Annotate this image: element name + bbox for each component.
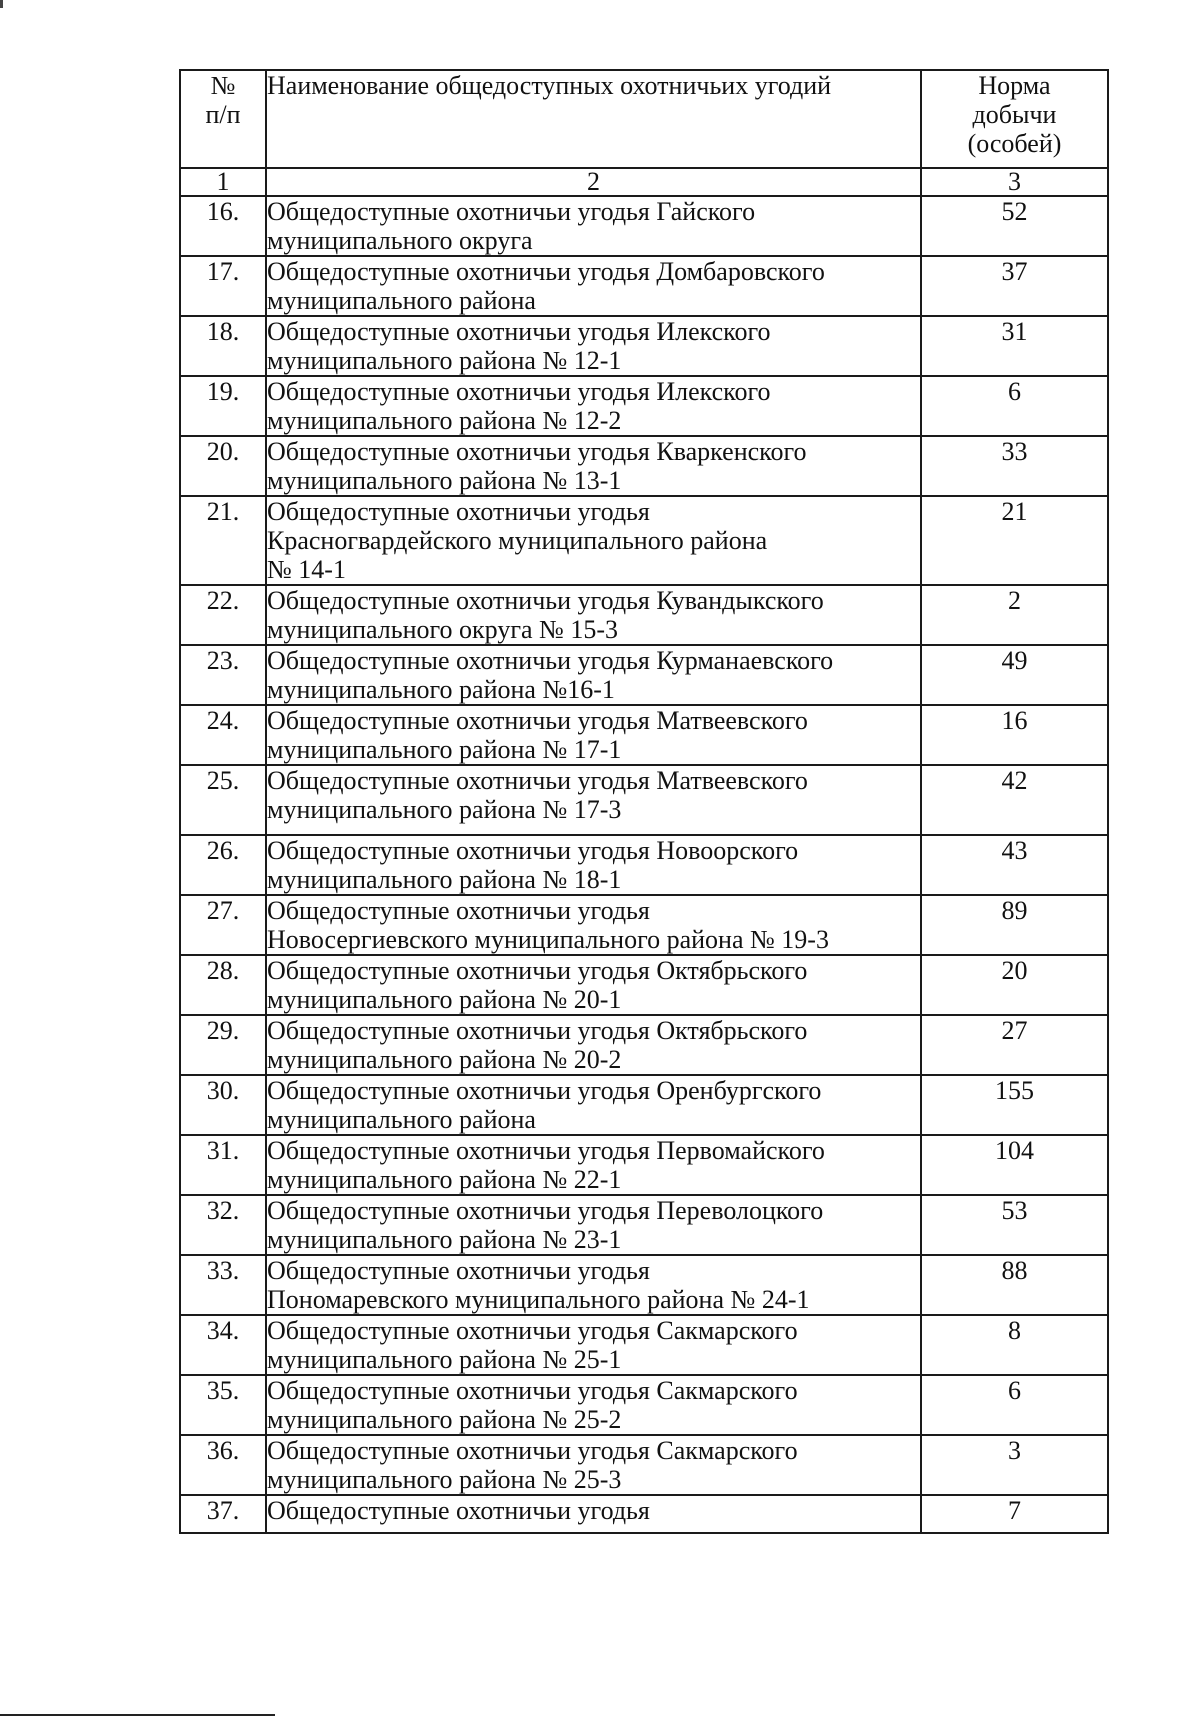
table-row xyxy=(180,835,1108,895)
bottom-rule xyxy=(0,1714,275,1716)
row-hunting-ground-name xyxy=(266,376,921,436)
row-hunting-ground-name xyxy=(266,835,921,895)
column-index-2: 2 xyxy=(266,168,921,196)
row-hunting-ground-name xyxy=(266,895,921,955)
row-name-line: Общедоступные охотничьи угодья Новоорского xyxy=(267,836,799,865)
row-name-line: Общедоступные охотничьи угодья Переволоцкого xyxy=(267,1196,824,1225)
table-row xyxy=(180,585,1108,645)
table-row xyxy=(180,1195,1108,1255)
row-name-line: муниципального района № 13-1 xyxy=(267,466,622,495)
row-number: 17. xyxy=(180,256,266,316)
table-row xyxy=(180,895,1108,955)
row-quota-value: 6 xyxy=(921,1375,1108,1435)
row-quota-value: 33 xyxy=(921,436,1108,496)
row-number: 24. xyxy=(180,705,266,765)
row-name-line: Красногвардейского муниципального района xyxy=(267,526,768,555)
row-name-line: Общедоступные охотничьи угодья xyxy=(267,497,650,526)
table-row xyxy=(180,196,1108,256)
row-number: 20. xyxy=(180,436,266,496)
row-hunting-ground-name xyxy=(266,196,921,256)
row-quota-value: 37 xyxy=(921,256,1108,316)
row-number: 22. xyxy=(180,585,266,645)
row-number: 37. xyxy=(180,1495,266,1533)
table-header-row xyxy=(180,70,1108,168)
row-hunting-ground-name xyxy=(266,585,921,645)
column-index-row xyxy=(180,168,1108,196)
row-quota-value: 43 xyxy=(921,835,1108,895)
row-number: 36. xyxy=(180,1435,266,1495)
row-hunting-ground-name xyxy=(266,256,921,316)
row-name-line: муниципального района № 17-1 xyxy=(267,735,622,764)
row-name-line: Общедоступные охотничьи угодья Гайского xyxy=(267,197,756,226)
row-number: 28. xyxy=(180,955,266,1015)
row-quota-value: 155 xyxy=(921,1075,1108,1135)
row-name-line: Общедоступные охотничьи угодья Кувандыкского xyxy=(267,586,824,615)
table-row xyxy=(180,1015,1108,1075)
row-hunting-ground-name xyxy=(266,1135,921,1195)
row-hunting-ground-name xyxy=(266,1075,921,1135)
row-name-line: Общедоступные охотничьи угодья Домбаровского xyxy=(267,257,825,286)
row-quota-value: 16 xyxy=(921,705,1108,765)
hunting-quota-table xyxy=(179,69,1109,1534)
row-name-line: Общедоступные охотничьи угодья Сакмарского xyxy=(267,1436,798,1465)
table-row xyxy=(180,955,1108,1015)
row-number: 33. xyxy=(180,1255,266,1315)
column-index-3: 3 xyxy=(921,168,1108,196)
row-name-line: муниципального района xyxy=(267,286,536,315)
row-name-line: Общедоступные охотничьи угодья xyxy=(267,1256,650,1285)
row-quota-value: 52 xyxy=(921,196,1108,256)
row-name-line: муниципального района № 17-3 xyxy=(267,795,622,824)
table-row xyxy=(180,256,1108,316)
row-quota-value: 3 xyxy=(921,1435,1108,1495)
header-norm: Норма добычи (особей) xyxy=(921,70,1108,168)
row-number: 26. xyxy=(180,835,266,895)
row-name-line: Общедоступные охотничьи угодья Илекского xyxy=(267,317,771,346)
table-row xyxy=(180,1375,1108,1435)
row-quota-value: 6 xyxy=(921,376,1108,436)
row-number: 23. xyxy=(180,645,266,705)
table-row xyxy=(180,1075,1108,1135)
table-row xyxy=(180,645,1108,705)
row-name-line: муниципального района № 25-2 xyxy=(267,1405,622,1434)
row-hunting-ground-name xyxy=(266,1315,921,1375)
row-hunting-ground-name xyxy=(266,436,921,496)
table-row xyxy=(180,705,1108,765)
row-name-line: Общедоступные охотничьи угодья Первомайского xyxy=(267,1136,825,1165)
table-row xyxy=(180,1255,1108,1315)
row-name-line: муниципального района № 22-1 xyxy=(267,1165,622,1194)
row-name-line: муниципального района № 20-1 xyxy=(267,985,622,1014)
row-name-line: Общедоступные охотничьи угодья Курманаевского xyxy=(267,646,834,675)
row-hunting-ground-name xyxy=(266,705,921,765)
row-name-line: № 14-1 xyxy=(267,555,346,584)
row-name-line: Общедоступные охотничьи угодья Матвеевского xyxy=(267,766,808,795)
table-row xyxy=(180,1135,1108,1195)
row-number: 35. xyxy=(180,1375,266,1435)
row-quota-value: 27 xyxy=(921,1015,1108,1075)
row-name-line: Общедоступные охотничьи угодья Матвеевского xyxy=(267,706,808,735)
row-name-line: муниципального района № 23-1 xyxy=(267,1225,622,1254)
row-hunting-ground-name xyxy=(266,955,921,1015)
row-quota-value: 8 xyxy=(921,1315,1108,1375)
row-hunting-ground-name xyxy=(266,1375,921,1435)
row-name-line: муниципального округа xyxy=(267,226,533,255)
table-row xyxy=(180,1495,1108,1533)
row-name-line: муниципального округа № 15-3 xyxy=(267,615,619,644)
row-hunting-ground-name xyxy=(266,1495,921,1533)
row-hunting-ground-name xyxy=(266,316,921,376)
table-row xyxy=(180,1435,1108,1495)
row-quota-value: 88 xyxy=(921,1255,1108,1315)
row-number: 19. xyxy=(180,376,266,436)
row-number: 21. xyxy=(180,496,266,585)
row-quota-value: 42 xyxy=(921,765,1108,835)
row-quota-value: 21 xyxy=(921,496,1108,585)
row-hunting-ground-name xyxy=(266,645,921,705)
column-index-1: 1 xyxy=(180,168,266,196)
row-name-line: Общедоступные охотничьи угодья xyxy=(267,896,650,925)
header-number: № п/п xyxy=(180,70,266,168)
row-name-line: Общедоступные охотничьи угодья Сакмарского xyxy=(267,1376,798,1405)
row-name-line: Новосергиевского муниципального района № 19-3 xyxy=(267,925,829,954)
row-name-line: Общедоступные охотничьи угодья Илекского xyxy=(267,377,771,406)
header-name: Наименование общедоступных охотничьих угодий xyxy=(266,70,921,168)
row-quota-value: 2 xyxy=(921,585,1108,645)
row-quota-value: 49 xyxy=(921,645,1108,705)
row-number: 27. xyxy=(180,895,266,955)
row-name-line: Общедоступные охотничьи угодья Октябрьского xyxy=(267,1016,808,1045)
row-name-line: муниципального района № 25-3 xyxy=(267,1465,622,1494)
row-hunting-ground-name xyxy=(266,1435,921,1495)
row-name-line: Общедоступные охотничьи угодья Октябрьского xyxy=(267,956,808,985)
row-number: 34. xyxy=(180,1315,266,1375)
row-name-line: муниципального района № 25-1 xyxy=(267,1345,622,1374)
row-quota-value: 20 xyxy=(921,955,1108,1015)
row-hunting-ground-name xyxy=(266,765,921,835)
row-hunting-ground-name xyxy=(266,1255,921,1315)
row-name-line: Общедоступные охотничьи угодья xyxy=(267,1496,650,1525)
row-hunting-ground-name xyxy=(266,1015,921,1075)
row-name-line: Общедоступные охотничьи угодья Кваркенского xyxy=(267,437,807,466)
table-row xyxy=(180,496,1108,585)
row-hunting-ground-name xyxy=(266,496,921,585)
row-hunting-ground-name xyxy=(266,1195,921,1255)
row-quota-value: 89 xyxy=(921,895,1108,955)
row-name-line: муниципального района № 12-2 xyxy=(267,406,622,435)
row-number: 16. xyxy=(180,196,266,256)
row-number: 18. xyxy=(180,316,266,376)
row-number: 31. xyxy=(180,1135,266,1195)
table-body xyxy=(180,196,1108,1533)
row-quota-value: 7 xyxy=(921,1495,1108,1533)
row-number: 29. xyxy=(180,1015,266,1075)
table-row xyxy=(180,436,1108,496)
row-name-line: Общедоступные охотничьи угодья Сакмарского xyxy=(267,1316,798,1345)
row-name-line: муниципального района №16-1 xyxy=(267,675,615,704)
row-name-line: муниципального района № 18-1 xyxy=(267,865,622,894)
row-quota-value: 104 xyxy=(921,1135,1108,1195)
row-name-line: Пономаревского муниципального района № 24-1 xyxy=(267,1285,810,1314)
row-name-line: Общедоступные охотничьи угодья Оренбургского xyxy=(267,1076,822,1105)
table-row xyxy=(180,765,1108,835)
row-name-line: муниципального района № 20-2 xyxy=(267,1045,622,1074)
row-name-line: муниципального района xyxy=(267,1105,536,1134)
table-row xyxy=(180,316,1108,376)
row-quota-value: 31 xyxy=(921,316,1108,376)
table-row xyxy=(180,376,1108,436)
scan-edge-mark xyxy=(0,0,3,8)
row-number: 32. xyxy=(180,1195,266,1255)
table-row xyxy=(180,1315,1108,1375)
row-number: 30. xyxy=(180,1075,266,1135)
row-number: 25. xyxy=(180,765,266,835)
row-quota-value: 53 xyxy=(921,1195,1108,1255)
row-name-line: муниципального района № 12-1 xyxy=(267,346,622,375)
